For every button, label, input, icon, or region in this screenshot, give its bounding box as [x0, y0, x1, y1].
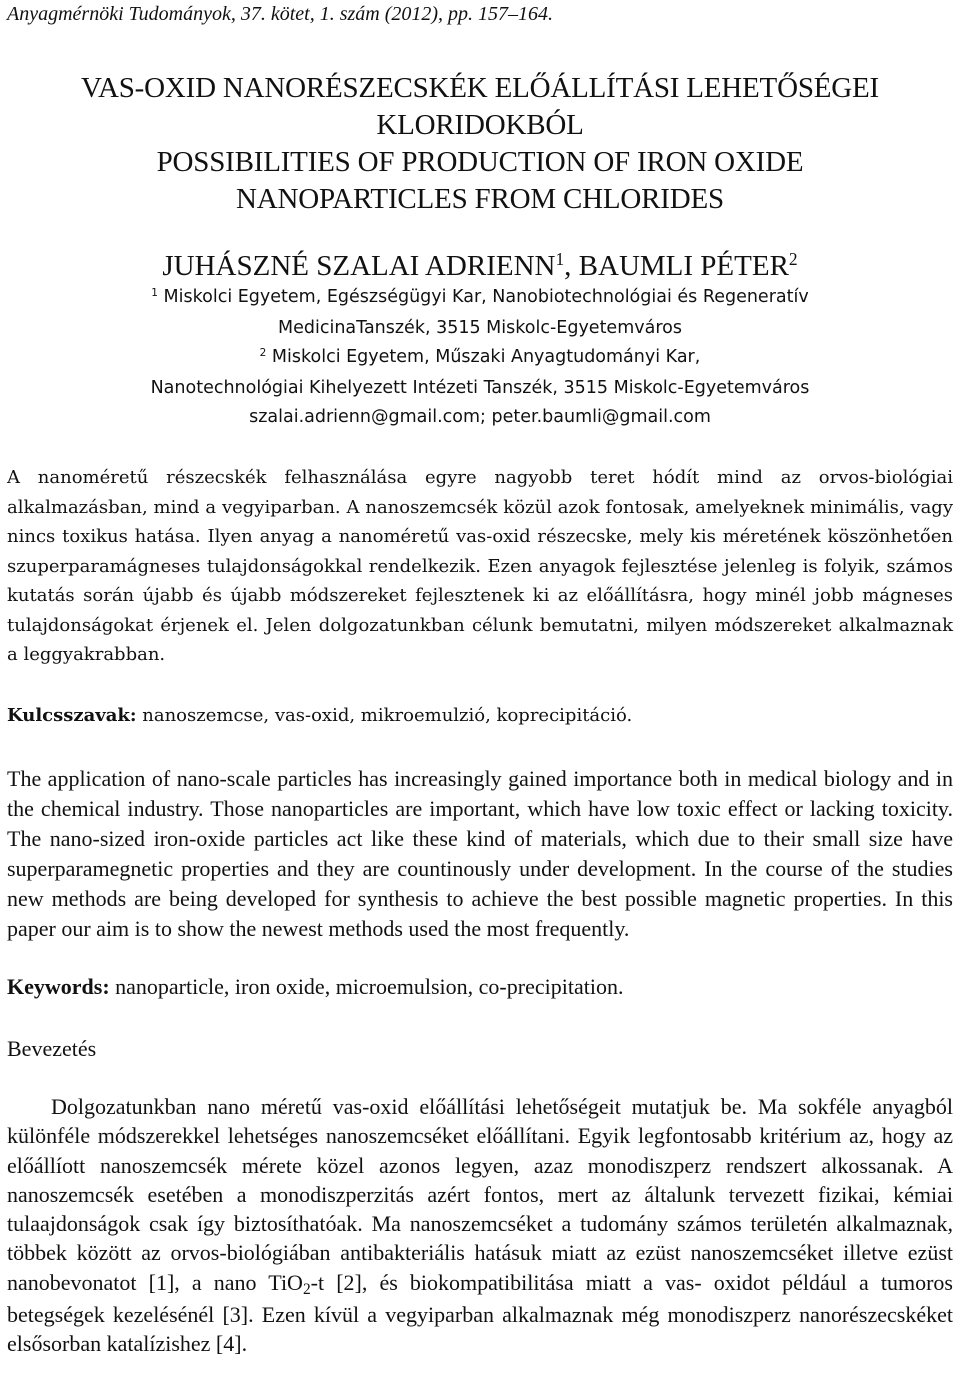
title-en-line-1: POSSIBILITIES OF PRODUCTION OF IRON OXIDE: [156, 146, 804, 178]
author-1: JUHÁSZNÉ SZALAI ADRIENN: [162, 250, 556, 282]
keywords-english: [7, 972, 623, 1002]
abstract-hungarian: A nanoméretű részecskék felhasználása egyre nagyobb teret hódít mind az orvos-biológiai alkalmazásban, mind a vegyiparban. A nanoszemcsék közül azok fontosak, amelyeknek minimális, vagy nincs toxikus hatása. Ilyen anyag a nanoméretű vas-oxid részecske, mely kis méretének köszönhetően szuperparamágneses tulajdonságokkal rendelkezik. Ezen anyagok fejlesztése jelenleg is folyik, számos kutatás során újabb és újabb módszereket fejlesztenek ki az előállításra, hogy minél jobb mágneses tulajdonságokat érjenek el. Jelen dolgozatunkban célunk bemutatni, milyen módszereket alkalmaznak a leggyakrabban.: [7, 467, 953, 665]
abstract-english: The application of nano-scale particles has increasingly gained importance both in medical biology and in the chemical industry. Those nanoparticles are important, which have low toxic effect or lacking toxicity. The nano-sized iron-oxide particles act like these kind of materials, which due to their small size have superparamegnetic properties and they are countinously under development. In the course of the studies new methods are being developed for synthesis to achieve the best possible magnetic properties. In this paper our aim is to show the newest methods used the most frequently.: [7, 766, 953, 941]
journal-header: Anyagmérnöki Tudományok, 37. kötet, 1. szám (2012), pp. 157–164.: [7, 3, 554, 25]
author-2-affiliation-mark: 2: [788, 248, 798, 269]
author-emails: szalai.adrienn@gmail.com; peter.baumli@gmail.com: [249, 407, 711, 427]
title-hu-line-2: KLORIDOKBÓL: [376, 109, 584, 141]
affiliation-2-text: Miskolci Egyetem, Műszaki Anyagtudományi Kar,: [266, 347, 701, 367]
title-en-line-2: NANOPARTICLES FROM CHLORIDES: [236, 183, 724, 215]
paper-title: [7, 70, 953, 218]
keywords-en-label: Keywords:: [7, 974, 110, 999]
intro-text-part-2: -t [2], és biokompatibilitása miatt a vas- oxidot például a tumoros betegségek kezelésénél [3]. Ezen kívül a vegyiparban alkalmaznak még monodiszperz nanorészecskéket elsősorban katalízishez [4].: [7, 1269, 953, 1357]
author-2: BAUMLI PÉTER: [578, 250, 789, 282]
intro-text-part-1: Dolgozatunkban nano méretű vas-oxid előállítási lehetőségeit mutatjuk be. Ma sokféle anyagból különféle módszerekkel lehetséges nanoszemcséket előállítani. Egyik legfontosabb kritérium az, hogy az előállíott nanoszemcsék mérete közel azonos legyen, azaz monodiszperz rendszert alkossanak. A nanoszemcsék esetében a monodiszperzitás azért fontos, mert az általunk tervezett fizikai, kémiai tulaajdonságok csak így biztosíthatóak. Ma nanoszemcséket a tudomány számos területén alkalmaznak, többek között az orvos-biológiában antibakteriális hatásuk miatt az ezüst nanoszemcséket illetve ezüst nanobevonatot [1], a nano TiO: [7, 1094, 953, 1295]
keywords-hungarian: [7, 701, 632, 730]
keywords-en-list: nanoparticle, iron oxide, microemulsion, co-precipitation.: [109, 974, 624, 999]
affiliation-2-mark: 2: [259, 346, 267, 359]
author-separator: ,: [564, 250, 579, 282]
keywords-hu-label: Kulcsszavak:: [7, 705, 137, 726]
affiliation-1-text: Miskolci Egyetem, Egészségügyi Kar, Nanobiotechnológiai és Regeneratív: [157, 287, 809, 307]
authors-line: [7, 248, 953, 287]
affiliation-2-line-2: Nanotechnológiai Kihelyezett Intézeti Tanszék, 3515 Miskolc-Egyetemváros: [150, 378, 810, 398]
intro-subscript: 2: [302, 1281, 311, 1299]
author-1-affiliation-mark: 1: [555, 248, 565, 269]
affiliation-1-line-1: [7, 283, 953, 314]
section-heading-introduction: Bevezetés: [7, 1036, 97, 1061]
affiliation-1-mark: 1: [151, 286, 158, 299]
title-hu-line-1: VAS-OXID NANORÉSZECSKÉK ELŐÁLLÍTÁSI LEHETŐSÉGEI: [81, 72, 879, 104]
keywords-hu-list: nanoszemcse, vas-oxid, mikroemulzió, koprecipitáció.: [136, 705, 633, 726]
introduction-paragraph: [7, 1092, 953, 1359]
affiliation-1-line-2: MedicinaTanszék, 3515 Miskolc-Egyetemváros: [278, 318, 682, 338]
affiliations: [7, 283, 953, 432]
affiliation-2-line-1: [7, 343, 953, 374]
